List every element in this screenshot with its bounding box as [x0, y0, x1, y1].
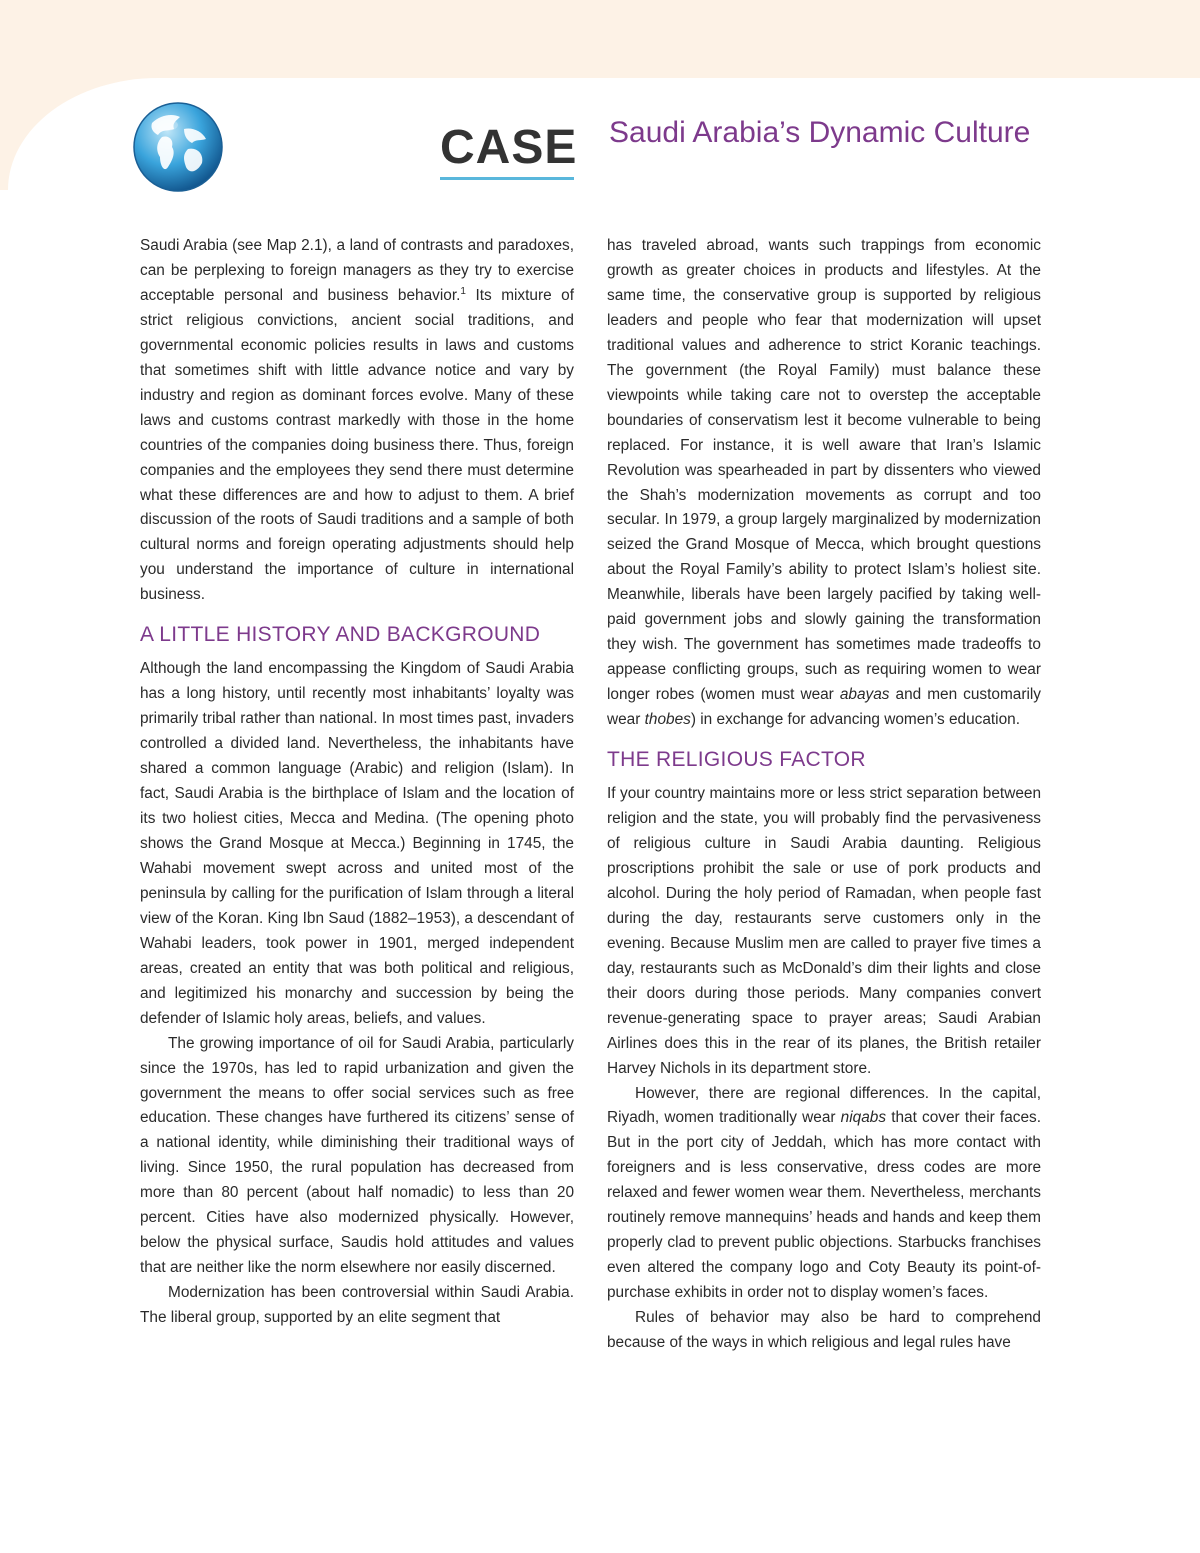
history-paragraph-3: Modernization has been controversial within Saudi Arabia. The liberal group, supported by an elite segment that: [140, 1284, 574, 1327]
modernization-continuation: has traveled abroad, wants such trappings from economic growth as greater choices in products and lifestyles. At the same time, the conservative group is supported by religious leaders and people who fear that modernization will upset traditional values and adherence to strict Koranic teachings. The government (the Royal Family) must balance these viewpoints while taking care not to overstep the acceptable boundaries of conservatism lest it become vulnerable to being replaced. For instance, it is well aware that Iran’s Islamic Revolution was spearheaded in part by dissenters who viewed the Shah’s modernization movements as corrupt and too secular. In 1979, a group largely marginalized by modernization seized the Grand Mosque of Mecca, which brought questions about the Royal Family’s ability to protect Islam’s holiest site. Meanwhile, liberals have been largely pacified by taking well-paid government jobs and slowly gaining the transformation they wish. The government has sometimes made tradeoffs to appease conflicting groups, such as requiring women to wear longer robes (women must wear abayas and men customarily wear thobes) in exchange for advancing women’s education.: [607, 237, 1041, 729]
history-heading: A LITTLE HISTORY AND BACKGROUND: [140, 623, 541, 647]
religion-paragraph-3: Rules of behavior may also be hard to comprehend because of the ways in which religious and legal rules have: [607, 1309, 1041, 1352]
footnote-marker: 1: [460, 285, 466, 297]
history-paragraph-1: Although the land encompassing the Kingdom of Saudi Arabia has a long history, until recently most inhabitants’ loyalty was primarily tribal rather than national. In most times past, invaders controlled a divided land. Nevertheless, the inhabitants have shared a common language (Arabic) and religion (Islam). In fact, Saudi Arabia is the birthplace of Islam and the location of its two holiest cities, Mecca and Medina. (The opening photo shows the Grand Mosque at Mecca.) Beginning in 1745, the Wahabi movement swept across and united most of the peninsula by calling for the purification of Islam through a literal view of the Koran. King Ibn Saud (1882–1953), a descendant of Wahabi leaders, took power in 1901, merged independent areas, created an entity that was both political and religious, and legitimized his monarchy and succession by being the defender of Islamic holy areas, beliefs, and values.: [140, 660, 574, 1027]
religion-paragraph-1: If your country maintains more or less strict separation between religion and the state, you will probably find the pervasiveness of religious culture in Saudi Arabia daunting. Religious proscriptions prohibit the sale or use of pork products and alcohol. During the holy period of Ramadan, when people fast during the day, restaurants serve customers only in the evening. Because Muslim men are called to prayer five times a day, restaurants such as McDonald’s dim their lights and close their doors during those periods. Many companies convert revenue-generating space to prayer areas; Saudi Arabian Airlines does this in the rear of its planes, the British retailer Harvey Nichols in its department store.: [607, 785, 1041, 1077]
case-label: CASE: [440, 121, 574, 180]
religion-heading: THE RELIGIOUS FACTOR: [607, 748, 866, 772]
intro-paragraph: Saudi Arabia (see Map 2.1), a land of contrasts and paradoxes, can be perplexing to foreign managers as they try to exercise acceptable personal and business behavior.$^1$ Its mixture of strict religious convictions, ancient social traditions, and governmental economic policies results in laws and customs that sometimes shift with little advance notice and vary by industry and region as dominant forces evolve. Many of these laws and customs contrast markedly with those in the home countries of the companies doing business there. Thus, foreign companies and the employees they send there must determine what these differences are and how to adjust to them. A brief discussion of the roots of Saudi traditions and a sample of both cultural norms and foreign operating adjustments should help you understand the importance of culture in international business.: [140, 237, 574, 604]
religion-paragraph-2: However, there are regional differences. In the capital, Riyadh, women traditionally wear niqabs that cover their faces. But in the port city of Jeddah, which has more contact with foreigners and is less conservative, dress codes are more relaxed and fewer women wear them. Nevertheless, merchants routinely remove mannequins’ heads and hands and keep them properly clad to prevent public objections. Starbucks franchises even altered the company logo and Coty Beauty its point-of-purchase exhibits in order not to display women’s faces.: [607, 1084, 1041, 1302]
right-column: [607, 234, 1041, 1356]
case-title: Saudi Arabia’s Dynamic Culture: [609, 116, 1031, 149]
history-paragraph-2: The growing importance of oil for Saudi Arabia, particularly since the 1970s, has led to rapid urbanization and given the government the means to offer social services such as free education. These changes have furthered its citizens’ sense of a national identity, while diminishing their traditional ways of living. Since 1950, the rural population has decreased from more than 80 percent (about half nomadic) to less than 20 percent. Cities have also modernized physically. However, below the physical surface, Saudis hold attitudes and values that are neither like the norm elsewhere nor easily discerned.: [140, 1034, 574, 1277]
globe-icon: [132, 101, 224, 193]
left-column: [140, 234, 574, 1331]
